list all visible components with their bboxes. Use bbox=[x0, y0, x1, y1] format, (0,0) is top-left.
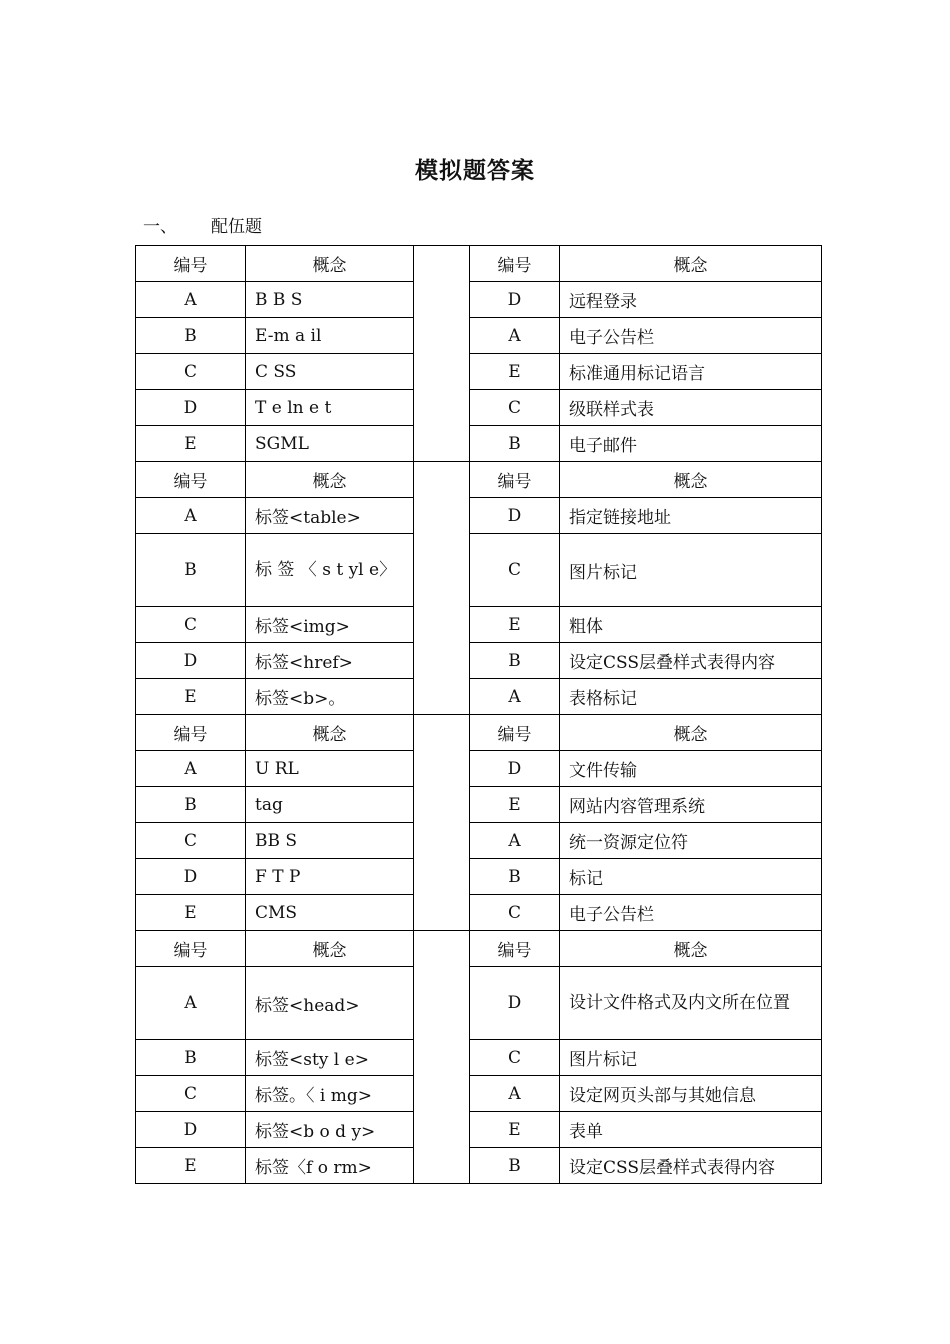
right-num: C bbox=[470, 390, 560, 426]
table-row bbox=[136, 823, 822, 859]
left-num: C bbox=[136, 607, 246, 643]
header-num-left: 编号 bbox=[136, 246, 246, 282]
table-row bbox=[136, 1040, 822, 1076]
group-gap bbox=[414, 462, 470, 715]
right-num: D bbox=[470, 498, 560, 534]
right-concept: 电子邮件 bbox=[560, 426, 822, 462]
header-concept-left: 概念 bbox=[246, 931, 414, 967]
matching-table-body bbox=[136, 246, 822, 1184]
right-concept: 设定CSS层叠样式表得内容 bbox=[560, 643, 822, 679]
header-concept-right: 概念 bbox=[560, 246, 822, 282]
table-row bbox=[136, 390, 822, 426]
right-concept: 级联样式表 bbox=[560, 390, 822, 426]
left-num: D bbox=[136, 1112, 246, 1148]
right-num: A bbox=[470, 679, 560, 715]
document-title: 模拟题答案 bbox=[415, 158, 535, 184]
table-row bbox=[136, 679, 822, 715]
left-concept: 标签<href> bbox=[246, 643, 414, 679]
right-num: B bbox=[470, 1148, 560, 1184]
header-concept-right: 概念 bbox=[560, 931, 822, 967]
header-num-left: 编号 bbox=[136, 931, 246, 967]
right-concept: 统一资源定位符 bbox=[560, 823, 822, 859]
left-num: E bbox=[136, 679, 246, 715]
left-num: B bbox=[136, 534, 246, 607]
right-num: C bbox=[470, 895, 560, 931]
right-concept: 设计文件格式及内文所在位置 bbox=[560, 967, 822, 1040]
left-concept: F T P bbox=[246, 859, 414, 895]
left-num: C bbox=[136, 354, 246, 390]
right-num: B bbox=[470, 859, 560, 895]
table-row bbox=[136, 895, 822, 931]
table-row bbox=[136, 859, 822, 895]
right-concept: 粗体 bbox=[560, 607, 822, 643]
right-num: E bbox=[470, 607, 560, 643]
group-gap bbox=[414, 246, 470, 462]
header-num-left: 编号 bbox=[136, 715, 246, 751]
left-concept: T e ln e t bbox=[246, 390, 414, 426]
right-concept: 电子公告栏 bbox=[560, 895, 822, 931]
table-row bbox=[136, 751, 822, 787]
table-row bbox=[136, 354, 822, 390]
right-num: C bbox=[470, 1040, 560, 1076]
left-num: D bbox=[136, 859, 246, 895]
right-concept: 指定链接地址 bbox=[560, 498, 822, 534]
left-concept: tag bbox=[246, 787, 414, 823]
left-num: E bbox=[136, 895, 246, 931]
group-gap bbox=[414, 931, 470, 1184]
table-row bbox=[136, 643, 822, 679]
right-concept: 表格标记 bbox=[560, 679, 822, 715]
header-concept-right: 概念 bbox=[560, 715, 822, 751]
table-row bbox=[136, 318, 822, 354]
header-concept-left: 概念 bbox=[246, 246, 414, 282]
left-num: B bbox=[136, 787, 246, 823]
left-num: A bbox=[136, 967, 246, 1040]
left-concept: 标签<img> bbox=[246, 607, 414, 643]
table-row bbox=[136, 1112, 822, 1148]
header-concept-left: 概念 bbox=[246, 462, 414, 498]
left-num: D bbox=[136, 643, 246, 679]
left-concept: 标签<b o d y> bbox=[246, 1112, 414, 1148]
table-row bbox=[136, 282, 822, 318]
right-concept: 标记 bbox=[560, 859, 822, 895]
left-num: C bbox=[136, 823, 246, 859]
header-concept-left: 概念 bbox=[246, 715, 414, 751]
table-row bbox=[136, 1148, 822, 1184]
right-num: A bbox=[470, 1076, 560, 1112]
left-concept: B B S bbox=[246, 282, 414, 318]
table-row bbox=[136, 534, 822, 607]
right-concept: 设定网页头部与其她信息 bbox=[560, 1076, 822, 1112]
right-num: A bbox=[470, 823, 560, 859]
left-concept: 标签<sty l e> bbox=[246, 1040, 414, 1076]
table-row bbox=[136, 1076, 822, 1112]
left-num: A bbox=[136, 751, 246, 787]
left-concept: 标签〈f o rm> bbox=[246, 1148, 414, 1184]
table-row bbox=[136, 607, 822, 643]
right-concept: 图片标记 bbox=[560, 1040, 822, 1076]
right-num: E bbox=[470, 1112, 560, 1148]
header-num-left: 编号 bbox=[136, 462, 246, 498]
header-num-right: 编号 bbox=[470, 462, 560, 498]
right-num: C bbox=[470, 534, 560, 607]
right-num: D bbox=[470, 751, 560, 787]
group-gap bbox=[414, 715, 470, 931]
left-num: A bbox=[136, 498, 246, 534]
right-concept: 网站内容管理系统 bbox=[560, 787, 822, 823]
left-num: B bbox=[136, 318, 246, 354]
right-concept: 文件传输 bbox=[560, 751, 822, 787]
left-concept: SGML bbox=[246, 426, 414, 462]
table-row bbox=[136, 967, 822, 1040]
left-concept: 标签<b>。 bbox=[246, 679, 414, 715]
left-num: E bbox=[136, 426, 246, 462]
matching-table bbox=[135, 245, 822, 1184]
table-row bbox=[136, 498, 822, 534]
left-concept: 标签<head> bbox=[246, 967, 414, 1040]
right-concept: 图片标记 bbox=[560, 534, 822, 607]
right-num: E bbox=[470, 787, 560, 823]
left-concept: 标 签 〈 s t yl e〉 bbox=[246, 534, 414, 607]
header-num-right: 编号 bbox=[470, 715, 560, 751]
left-num: C bbox=[136, 1076, 246, 1112]
right-concept: 远程登录 bbox=[560, 282, 822, 318]
right-concept: 表单 bbox=[560, 1112, 822, 1148]
right-concept: 电子公告栏 bbox=[560, 318, 822, 354]
left-concept: C SS bbox=[246, 354, 414, 390]
left-concept: U RL bbox=[246, 751, 414, 787]
right-num: B bbox=[470, 426, 560, 462]
section-heading bbox=[143, 212, 262, 237]
left-concept: E-m a il bbox=[246, 318, 414, 354]
left-concept: 标签<table> bbox=[246, 498, 414, 534]
left-concept: BB S bbox=[246, 823, 414, 859]
right-num: E bbox=[470, 354, 560, 390]
table-header-row bbox=[136, 931, 822, 967]
right-num: B bbox=[470, 643, 560, 679]
left-num: A bbox=[136, 282, 246, 318]
right-concept: 设定CSS层叠样式表得内容 bbox=[560, 1148, 822, 1184]
right-num: D bbox=[470, 282, 560, 318]
table-header-row bbox=[136, 462, 822, 498]
right-num: D bbox=[470, 967, 560, 1040]
header-num-right: 编号 bbox=[470, 246, 560, 282]
left-num: E bbox=[136, 1148, 246, 1184]
header-concept-right: 概念 bbox=[560, 462, 822, 498]
left-concept: 标签。〈 i mg> bbox=[246, 1076, 414, 1112]
header-num-right: 编号 bbox=[470, 931, 560, 967]
left-num: B bbox=[136, 1040, 246, 1076]
table-row bbox=[136, 787, 822, 823]
table-header-row bbox=[136, 715, 822, 751]
left-concept: CMS bbox=[246, 895, 414, 931]
right-num: A bbox=[470, 318, 560, 354]
table-header-row bbox=[136, 246, 822, 282]
right-concept: 标准通用标记语言 bbox=[560, 354, 822, 390]
table-row bbox=[136, 426, 822, 462]
section-number: 一、 bbox=[143, 217, 177, 237]
left-num: D bbox=[136, 390, 246, 426]
section-label: 配伍题 bbox=[211, 217, 262, 237]
